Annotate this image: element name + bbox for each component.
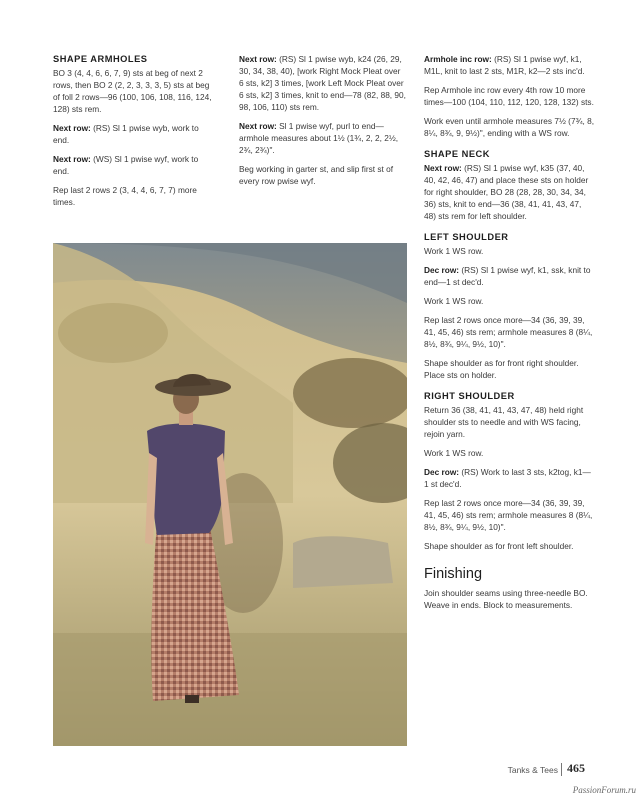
row-text: (RS) Sl 1 pwise wyf, k35 (37, 40, 40, 42, 46, 47) and place these sts on holder for right shoulder, BO 28 (28, 28, 30, 34, 34, 36) sts, knit to end—36 (38, 41, 41, 43, 47, 48) sts rem for left shoulder. [424, 163, 589, 221]
row-label: Dec row: [424, 467, 460, 477]
row-text: (RS) Sl 1 pwise wyf, k1, ssk, knit to end—1 st dec'd. [424, 265, 591, 287]
paragraph: Rep last 2 rows once more—34 (36, 39, 39, 41, 45, 46) sts rem; armhole measures 8 (8¼, 8½, 8¾, 9¼, 9½, 10)". [424, 315, 593, 349]
row-label: Next row: [53, 154, 91, 164]
row-text: Sl 1 pwise wyf, purl to end—armhole measures about 1½ (1¾, 2, 2, 2½, 2¾, 2¾)". [239, 121, 399, 155]
paragraph: BO 3 (4, 4, 6, 6, 7, 9) sts at beg of next 2 rows, then BO 2 (2, 2, 3, 3, 3, 5) sts at beg of foll 2 rows—96 (100, 106, 108, 116, 124, 128) sts rem. [53, 68, 212, 114]
column-middle [239, 53, 407, 194]
row-label: Armhole inc row: [424, 54, 492, 64]
row-text: (RS) Work to last 3 sts, k2tog, k1—1 st dec'd. [424, 467, 591, 489]
watermark: PassionForum.ru [572, 785, 636, 795]
paragraph [424, 264, 594, 288]
column-right [424, 53, 594, 618]
paragraph: Join shoulder seams using three-needle BO. Weave in ends. Block to measurements. [424, 588, 588, 610]
row-text: (RS) Sl 1 pwise wyb, work to end. [53, 123, 199, 145]
section-heading-finishing: Finishing [424, 566, 483, 582]
section-heading-shape-armholes: SHAPE ARMHOLES [53, 54, 148, 64]
section-heading-shape-neck: SHAPE NECK [424, 149, 490, 159]
row-label: Dec row: [424, 265, 460, 275]
section-heading-left-shoulder: LEFT SHOULDER [424, 232, 509, 242]
paragraph [239, 53, 407, 113]
paragraph: Work 1 WS row. [424, 246, 484, 256]
paragraph: Rep Armhole inc row every 4th row 10 more times—100 (104, 110, 112, 120, 128, 132) sts. [424, 85, 594, 107]
row-text: (WS) Sl 1 pwise wyf, work to end. [53, 154, 199, 176]
paragraph: Shape shoulder as for front left shoulder. [424, 541, 574, 551]
row-label: Next row: [239, 121, 277, 131]
model-photo [53, 243, 407, 746]
row-label: Next row: [53, 123, 91, 133]
row-text: (RS) Sl 1 pwise wyf, k1, M1L, knit to last 2 sts, M1R, k2—2 sts inc'd. [424, 54, 585, 76]
paragraph: Work 1 WS row. [424, 448, 484, 458]
paragraph: Beg working in garter st, and slip first st of every row pwise wyf. [239, 164, 394, 186]
paragraph: Work 1 WS row. [424, 296, 484, 306]
paragraph [424, 53, 594, 77]
paragraph: Shape shoulder as for front right shoulder. Place sts on holder. [424, 358, 579, 380]
row-text: (RS) Sl 1 pwise wyb, k24 (26, 29, 30, 34, 38, 40), [work Right Mock Pleat over 6 sts, k2] 3 times, [work Left Mock Pleat over 6 sts, k2] 3 times, knit to end—78 (82, 88, 90, 98, 106, 110) sts rem. [239, 54, 406, 112]
section-heading-right-shoulder: RIGHT SHOULDER [424, 391, 515, 401]
paragraph: Rep last 2 rows once more—34 (36, 39, 39, 41, 45, 46) sts rem; armhole measures 8 (8¼, 8½, 8¾, 9¼, 9½, 10)". [424, 498, 593, 532]
paragraph [53, 122, 215, 146]
footer-section-name: Tanks & Tees [507, 765, 558, 775]
paragraph [424, 162, 594, 222]
row-label: Next row: [239, 54, 277, 64]
paragraph: Work even until armhole measures 7½ (7¾, 8, 8¼, 8¾, 9, 9½)", ending with a WS row. [424, 116, 595, 138]
paragraph [53, 153, 215, 177]
paragraph [424, 466, 594, 490]
row-label: Next row: [424, 163, 462, 173]
paragraph [239, 120, 407, 156]
column-left [53, 53, 215, 215]
page-number: 465 [567, 761, 585, 775]
paragraph: Return 36 (38, 41, 41, 43, 47, 48) held right shoulder sts to needle and with WS facing, rejoin yarn. [424, 405, 584, 439]
paragraph: Rep last 2 rows 2 (3, 4, 4, 6, 7, 7) more times. [53, 185, 197, 207]
footer-divider [561, 763, 562, 776]
